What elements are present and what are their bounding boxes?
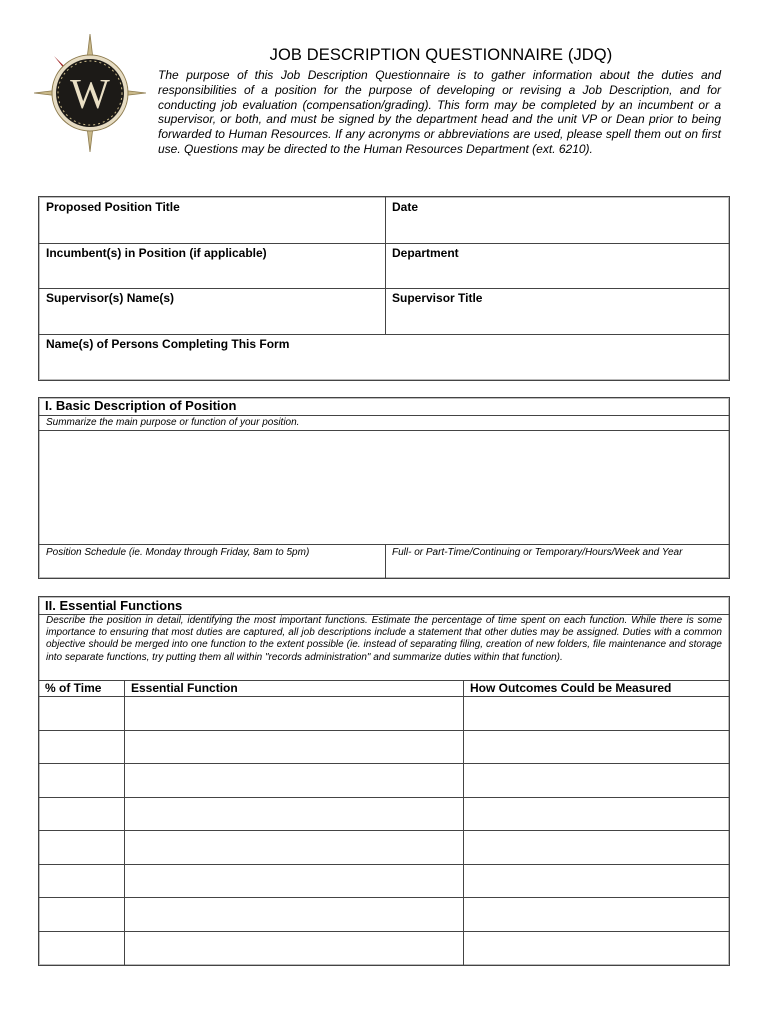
supervisor-title-label: Supervisor Title: [392, 291, 483, 305]
col-header-essential-function: Essential Function: [131, 681, 238, 695]
outcome-measure-input[interactable]: [463, 830, 729, 864]
percent-time-input[interactable]: [39, 696, 124, 730]
percent-time-input[interactable]: [39, 730, 124, 764]
essential-function-input[interactable]: [124, 864, 463, 898]
incumbents-field[interactable]: [39, 243, 385, 288]
essential-function-input[interactable]: [124, 931, 463, 965]
percent-time-input[interactable]: [39, 797, 124, 831]
basic-description-input[interactable]: [39, 431, 729, 544]
supervisor-name-label: Supervisor(s) Name(s): [46, 291, 175, 305]
compass-logo-icon: [34, 34, 146, 152]
percent-time-input[interactable]: [39, 931, 124, 965]
proposed-title-field[interactable]: [39, 197, 385, 243]
proposed-title-label: Proposed Position Title: [46, 200, 180, 214]
outcome-measure-input[interactable]: [463, 696, 729, 730]
date-field[interactable]: [385, 197, 729, 243]
essential-function-input[interactable]: [124, 730, 463, 764]
department-label: Department: [392, 246, 459, 260]
percent-time-input[interactable]: [39, 897, 124, 931]
essential-function-input[interactable]: [124, 696, 463, 730]
col-header-outcome-measure: How Outcomes Could be Measured: [470, 681, 672, 695]
essential-function-input[interactable]: [124, 897, 463, 931]
outcome-measure-input[interactable]: [463, 763, 729, 797]
essential-function-input[interactable]: [124, 763, 463, 797]
section2-title: II. Essential Functions: [45, 598, 183, 613]
outcome-measure-input[interactable]: [463, 864, 729, 898]
supervisor-name-field[interactable]: [39, 288, 385, 334]
position-schedule-field[interactable]: [39, 544, 385, 578]
persons-completing-field[interactable]: [39, 334, 729, 380]
incumbents-label: Incumbent(s) in Position (if applicable): [46, 246, 267, 260]
section2-instruction: Describe the position in detail, identifying the most important functions. Estimate the percentage of time spent on each function. While there is some importance to ensuring that most duties are captured, all job descriptions include a statement that other duties may be assigned. Duties with a common objective should be merged into one function to the extent possible (ie. instead of separating filing, creation of new folders, file maintenance and storage into separate functions, try putting them all within "records administration" and summarize duties within that function).: [46, 615, 722, 663]
outcome-measure-input[interactable]: [463, 897, 729, 931]
compass-logo: [34, 34, 146, 152]
persons-completing-label: Name(s) of Persons Completing This Form: [46, 337, 290, 351]
status-label: Full- or Part-Time/Continuing or Temporary/Hours/Week and Year: [392, 547, 683, 558]
outcome-measure-input[interactable]: [463, 931, 729, 965]
position-status-field[interactable]: [385, 544, 729, 578]
position-info-box: [38, 196, 730, 381]
percent-time-input[interactable]: [39, 830, 124, 864]
section1-instruction: Summarize the main purpose or function of your position.: [46, 417, 300, 428]
essential-function-input[interactable]: [124, 797, 463, 831]
date-label: Date: [392, 200, 419, 214]
section1-title: I. Basic Description of Position: [45, 398, 237, 413]
outcome-measure-input[interactable]: [463, 730, 729, 764]
department-field[interactable]: [385, 243, 729, 288]
col-header-percent-time: % of Time: [45, 681, 102, 695]
percent-time-input[interactable]: [39, 864, 124, 898]
section-basic-description: [38, 397, 730, 579]
logo-letter: W: [70, 72, 110, 118]
section-essential-functions: [38, 596, 730, 966]
percent-time-input[interactable]: [39, 763, 124, 797]
page-title: JOB DESCRIPTION QUESTIONNAIRE (JDQ): [269, 46, 613, 64]
essential-function-input[interactable]: [124, 830, 463, 864]
intro-paragraph: The purpose of this Job Description Questionnaire is to gather information about the duties and responsibilities of a position for the purpose of developing or revising a Job Description, and for conducting job evaluation (compensation/grading). This form may be completed by an incumbent or a supervisor, or both, and must be signed by the department head and the unit VP or Dean prior to being forwarded to Human Resources. If any acronyms or abbreviations are used, please spell them out on first use. Questions may be directed to the Human Resources Department (ext. 6210).: [158, 68, 721, 156]
schedule-label: Position Schedule (ie. Monday through Friday, 8am to 5pm): [46, 547, 310, 558]
outcome-measure-input[interactable]: [463, 797, 729, 831]
supervisor-title-field[interactable]: [385, 288, 729, 334]
